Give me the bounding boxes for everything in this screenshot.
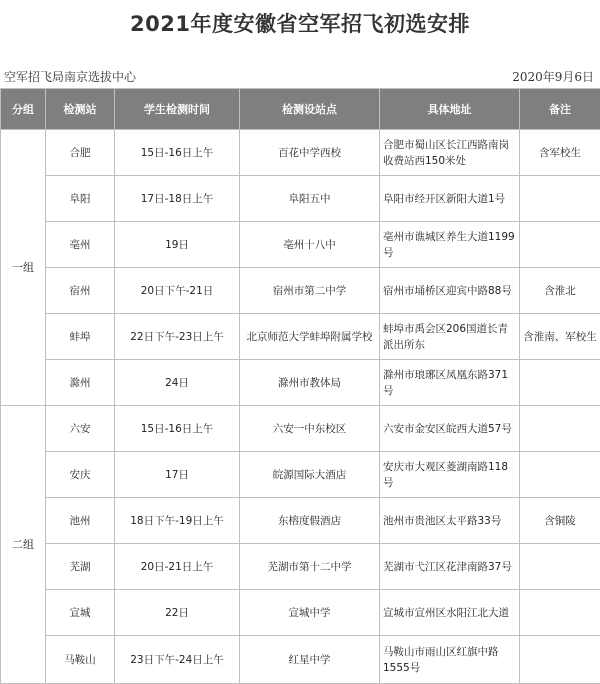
schedule-table xyxy=(0,88,600,684)
header-station: 检测站 xyxy=(46,89,115,130)
header-test-site: 检测设站点 xyxy=(240,89,380,130)
page-title: 2021年度安徽省空军招飞初选安排 xyxy=(0,8,600,38)
site-cell: 亳州十八中 xyxy=(240,222,380,268)
station-cell: 安庆 xyxy=(46,452,115,498)
table-row xyxy=(1,544,600,590)
time-cell: 22日下午-23日上午 xyxy=(115,314,240,360)
address-cell: 池州市贵池区太平路33号 xyxy=(380,498,520,544)
note-cell xyxy=(520,590,600,636)
table-row xyxy=(1,268,600,314)
station-cell: 马鞍山 xyxy=(46,636,115,684)
note-cell xyxy=(520,176,600,222)
note-cell xyxy=(520,406,600,452)
address-cell: 亳州市谯城区养生大道1199号 xyxy=(380,222,520,268)
header-test-time: 学生检测时间 xyxy=(115,89,240,130)
site-cell: 滁州市教体局 xyxy=(240,360,380,406)
table-row xyxy=(1,314,600,360)
station-cell: 六安 xyxy=(46,406,115,452)
note-cell xyxy=(520,452,600,498)
station-cell: 滁州 xyxy=(46,360,115,406)
address-cell: 阜阳市经开区新阳大道1号 xyxy=(380,176,520,222)
note-cell xyxy=(520,360,600,406)
station-cell: 宣城 xyxy=(46,590,115,636)
header-address: 具体地址 xyxy=(380,89,520,130)
note-cell: 含军校生 xyxy=(520,130,600,176)
table-row xyxy=(1,636,600,684)
header-group: 分组 xyxy=(1,89,46,130)
time-cell: 19日 xyxy=(115,222,240,268)
note-cell: 含铜陵 xyxy=(520,498,600,544)
note-cell: 含淮北 xyxy=(520,268,600,314)
organization-label: 空军招飞局南京选拔中心 xyxy=(4,68,136,85)
note-cell xyxy=(520,636,600,684)
table-row xyxy=(1,176,600,222)
header-note: 备注 xyxy=(520,89,600,130)
station-cell: 芜湖 xyxy=(46,544,115,590)
address-cell: 蚌埠市禹会区206国道长青派出所东 xyxy=(380,314,520,360)
time-cell: 23日下午-24日上午 xyxy=(115,636,240,684)
station-cell: 阜阳 xyxy=(46,176,115,222)
table-row xyxy=(1,360,600,406)
address-cell: 宣城市宣州区水阳江北大道 xyxy=(380,590,520,636)
group-cell: 二组 xyxy=(1,406,46,684)
address-cell: 合肥市蜀山区长江西路南岗收费站西150米处 xyxy=(380,130,520,176)
time-cell: 15日-16日上午 xyxy=(115,406,240,452)
site-cell: 六安一中东校区 xyxy=(240,406,380,452)
table-row xyxy=(1,498,600,544)
table-header-row xyxy=(1,89,600,130)
site-cell: 阜阳五中 xyxy=(240,176,380,222)
note-cell: 含淮南、军校生 xyxy=(520,314,600,360)
address-cell: 六安市金安区皖西大道57号 xyxy=(380,406,520,452)
address-cell: 宿州市埇桥区迎宾中路88号 xyxy=(380,268,520,314)
group-cell: 一组 xyxy=(1,130,46,406)
time-cell: 17日 xyxy=(115,452,240,498)
table-row xyxy=(1,452,600,498)
site-cell: 皖源国际大酒店 xyxy=(240,452,380,498)
site-cell: 东榕度假酒店 xyxy=(240,498,380,544)
time-cell: 15日-16日上午 xyxy=(115,130,240,176)
time-cell: 20日-21日上午 xyxy=(115,544,240,590)
site-cell: 芜湖市第十二中学 xyxy=(240,544,380,590)
site-cell: 红星中学 xyxy=(240,636,380,684)
address-cell: 芜湖市弋江区花津南路37号 xyxy=(380,544,520,590)
table-row xyxy=(1,406,600,452)
note-cell xyxy=(520,222,600,268)
table-row xyxy=(1,222,600,268)
table-row xyxy=(1,130,600,176)
time-cell: 22日 xyxy=(115,590,240,636)
time-cell: 18日下午-19日上午 xyxy=(115,498,240,544)
address-cell: 马鞍山市雨山区红旗中路1555号 xyxy=(380,636,520,684)
note-cell xyxy=(520,544,600,590)
time-cell: 17日-18日上午 xyxy=(115,176,240,222)
station-cell: 池州 xyxy=(46,498,115,544)
station-cell: 蚌埠 xyxy=(46,314,115,360)
site-cell: 百花中学西校 xyxy=(240,130,380,176)
time-cell: 20日下午-21日 xyxy=(115,268,240,314)
site-cell: 宣城中学 xyxy=(240,590,380,636)
station-cell: 宿州 xyxy=(46,268,115,314)
site-cell: 北京师范大学蚌埠附属学校 xyxy=(240,314,380,360)
station-cell: 亳州 xyxy=(46,222,115,268)
address-cell: 安庆市大观区菱湖南路118号 xyxy=(380,452,520,498)
address-cell: 滁州市琅琊区凤凰东路371号 xyxy=(380,360,520,406)
date-label: 2020年9月6日 xyxy=(512,68,594,85)
site-cell: 宿州市第二中学 xyxy=(240,268,380,314)
time-cell: 24日 xyxy=(115,360,240,406)
table-row xyxy=(1,590,600,636)
station-cell: 合肥 xyxy=(46,130,115,176)
